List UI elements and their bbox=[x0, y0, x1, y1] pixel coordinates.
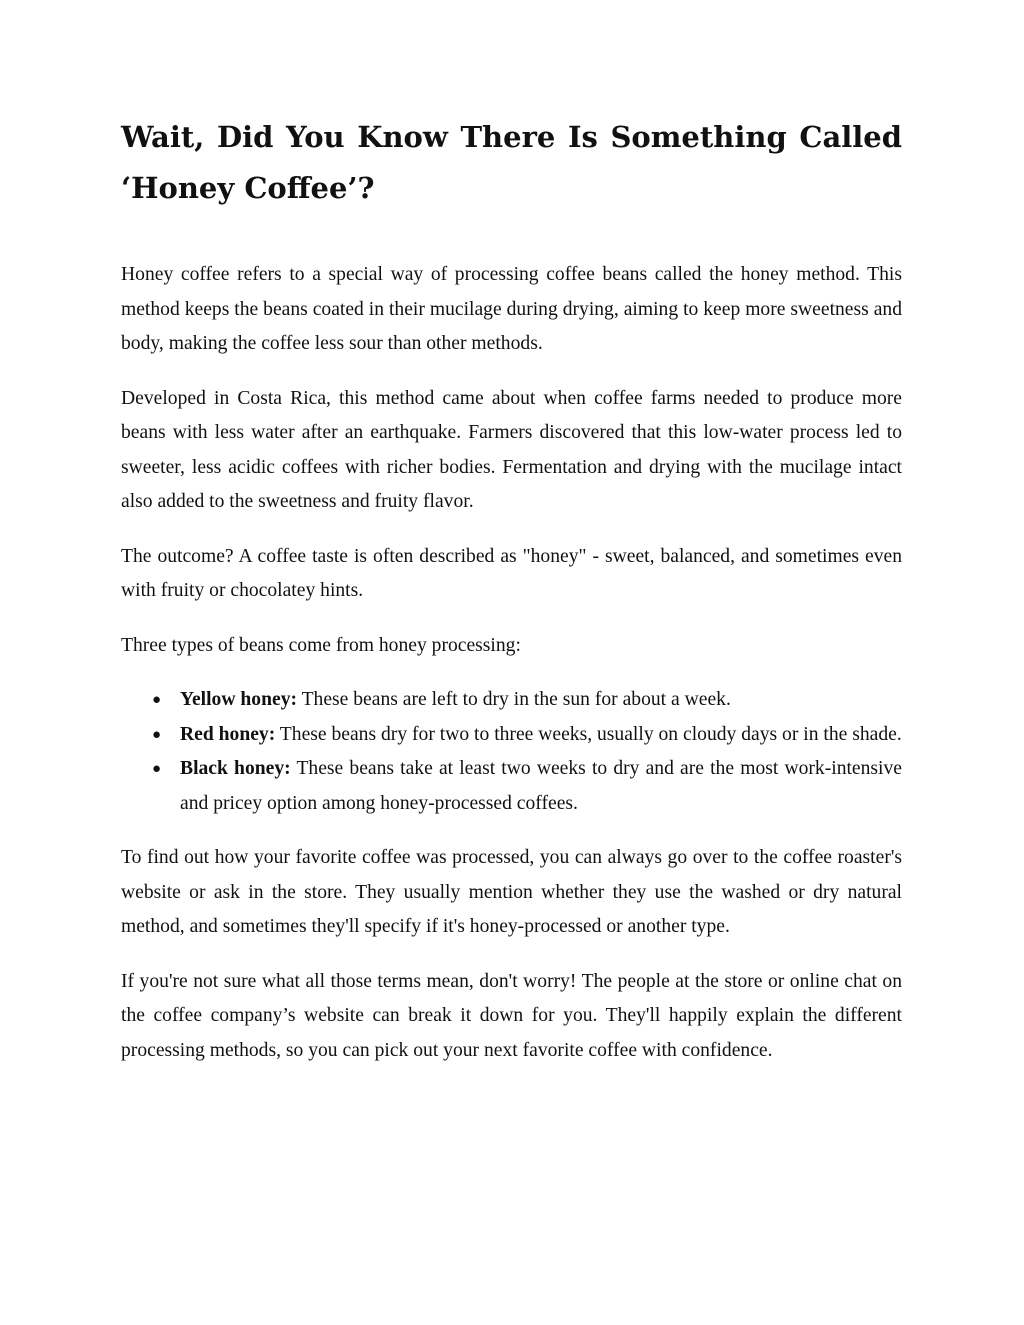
list-item-text: These beans dry for two to three weeks, usually on cloudy days or in the shade. bbox=[275, 723, 902, 745]
list-item-text: These beans are left to dry in the sun for about a week. bbox=[297, 689, 731, 710]
article-title-line-2: ‘Honey Coffee’? bbox=[121, 171, 375, 205]
history-paragraph: Developed in Costa Rica, this method came about when coffee farms needed to produce more beans with less water after an earthquake. Farmers discovered that this low-water process led to sweeter, less acidic coffees with richer bodies. Fermentation and drying with the mucilage intact also added to the sweetness and fruity flavor. bbox=[121, 387, 902, 512]
article-title bbox=[121, 112, 902, 214]
outcome-paragraph: The outcome? A coffee taste is often described as "honey" - sweet, balanced, and sometimes even with fruity or chocolatey hints. bbox=[121, 545, 902, 601]
list-item-text: These beans take at least two weeks to dry and are the most work-intensive and pricey option among honey-processed coffees. bbox=[180, 758, 902, 814]
list-item-term: Red honey: bbox=[180, 723, 276, 745]
reassurance-paragraph: If you're not sure what all those terms mean, don't worry! The people at the store or online chat on the coffee company’s website can break it down for you. They'll happily explain the different processing methods, so you can pick out your next favorite coffee with confidence. bbox=[121, 970, 902, 1061]
list-item-term: Yellow honey: bbox=[180, 689, 298, 710]
intro-paragraph: Honey coffee refers to a special way of processing coffee beans called the honey method. This method keeps the beans coated in their mucilage during drying, aiming to keep more sweetness and body, making the coffee less sour than other methods. bbox=[121, 264, 902, 354]
types-intro-paragraph: Three types of beans come from honey processing: bbox=[121, 634, 521, 656]
list-item bbox=[121, 718, 902, 753]
list-item bbox=[121, 683, 902, 718]
document-page bbox=[121, 112, 902, 1088]
honey-types-list bbox=[121, 683, 902, 821]
bullet-icon: ● bbox=[152, 726, 162, 743]
article-title-line-1: Wait, Did You Know There Is Something Called bbox=[121, 120, 902, 154]
find-out-paragraph: To find out how your favorite coffee was processed, you can always go over to the coffee roaster's website or ask in the store. They usually mention whether they use the washed or dry natural method, and sometimes they'll specify if it's honey-processed or another type. bbox=[121, 847, 902, 937]
list-item bbox=[121, 752, 902, 821]
bullet-icon: ● bbox=[152, 692, 162, 708]
list-item-term: Black honey: bbox=[180, 758, 291, 779]
bullet-icon: ● bbox=[152, 761, 162, 777]
